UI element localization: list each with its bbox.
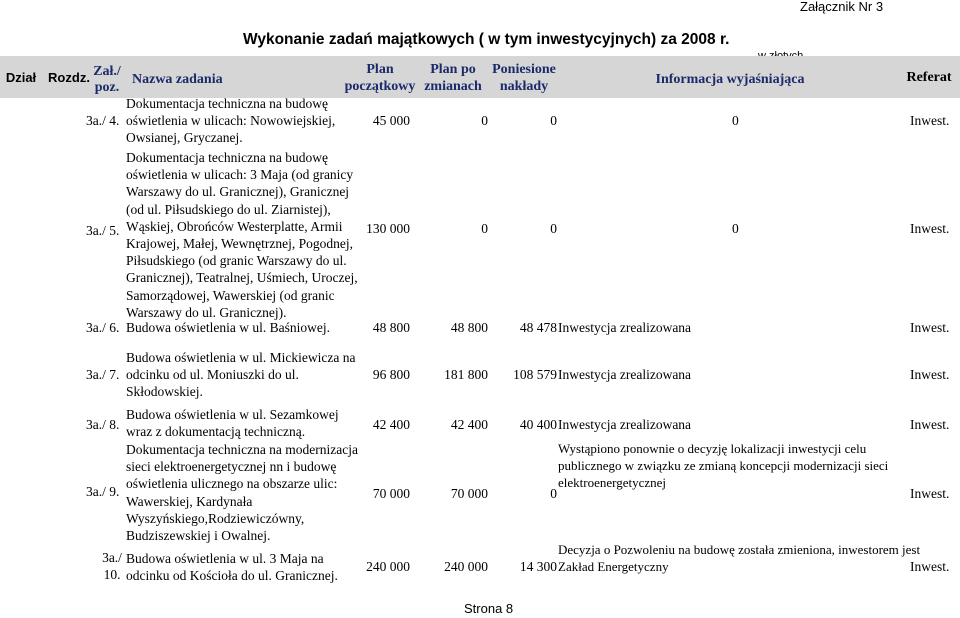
header-rozdz: Rozdz. <box>48 70 90 85</box>
row-4-info: 0 <box>732 113 739 128</box>
name-line: Wąskiej, Obrońców Westerplatte, Armii <box>126 218 343 234</box>
row-7-planpo: 181 800 <box>444 367 488 382</box>
row-5-name <box>126 149 358 321</box>
row-7-plan: 96 800 <box>372 367 410 382</box>
header-plan-line2: początkowy <box>344 79 416 94</box>
row-9-poz: 3a./ 9. <box>86 484 120 499</box>
name-line: Budowa oświetlenia w ul. 3 Maja na <box>126 551 324 566</box>
poz-line: 3a./ <box>102 550 122 565</box>
row-10-plan: 240 000 <box>366 559 410 574</box>
header-poniesione-line2: nakłady <box>499 79 549 94</box>
header-zal-line2: poz. <box>94 80 120 95</box>
row-7-referat: Inwest. <box>910 367 950 382</box>
info-line: Decyzja o Pozwoleniu na budowę została zmieniona, inwestorem jest <box>558 542 921 557</box>
name-line: Skłodowskiej. <box>126 384 203 400</box>
header-nazwa: Nazwa zadania <box>132 72 223 87</box>
row-4-referat: Inwest. <box>910 113 950 128</box>
row-5-poz: 3a./ 5. <box>86 223 120 238</box>
name-line: Budowa oświetlenia w ul. Mickiewicza na <box>126 350 356 365</box>
name-line: Krajowej, Małej, Wewnętrznej, Pogodnej, <box>126 236 353 252</box>
row-9-name <box>126 441 358 544</box>
row-6-referat: Inwest. <box>910 320 950 335</box>
info-line: elektroenergetycznej <box>558 475 667 490</box>
header-planpo-line2: zmianach <box>424 79 482 94</box>
header-dzial: Dział <box>5 70 37 85</box>
header-planpo-line1: Plan po <box>430 62 476 77</box>
row-8-info: Inwestycja zrealizowana <box>558 417 692 432</box>
name-line: Dokumentacja techniczna na budowę <box>126 150 329 165</box>
header-referat: Referat <box>906 70 952 85</box>
name-line: odcinku od ul. Moniuszki do ul. <box>126 367 299 383</box>
row-9-planpo: 70 000 <box>450 486 488 501</box>
row-5-poniesione: 0 <box>550 221 557 236</box>
row-6-poniesione: 48 478 <box>519 320 557 335</box>
name-line: sieci elektroenergetycznej nn i budowę <box>126 459 337 475</box>
header-info: Informacja wyjaśniająca <box>655 72 805 87</box>
name-line: Wawerskiej, Kardynała <box>126 493 253 509</box>
row-5-planpo: 0 <box>481 221 488 236</box>
row-7-info: Inwestycja zrealizowana <box>558 367 692 382</box>
info-line: Wystąpiono ponownie o decyzję lokalizacji inwestycji celu <box>558 441 867 456</box>
row-7-poz: 3a./ 7. <box>86 367 120 382</box>
row-4-plan: 45 000 <box>372 113 410 128</box>
name-line: (od ul. Piłsudskiego do ul. Ziarnistej), <box>126 201 331 217</box>
name-line: Dokumentacja techniczna na budowę <box>126 96 329 111</box>
name-line: wraz z dokumentacją techniczną. <box>126 424 306 440</box>
row-5-plan: 130 000 <box>366 221 410 236</box>
header-plan-line1: Plan <box>366 62 394 77</box>
annex-label: Załącznik Nr 3 <box>800 0 884 14</box>
row-8-name <box>126 406 339 440</box>
row-5-referat: Inwest. <box>910 221 950 236</box>
name-line: Piłsudskiego (od granic Warszawy do ul. <box>126 253 347 269</box>
row-10-info <box>558 541 920 575</box>
row-7-name <box>126 349 355 401</box>
row-9-info <box>558 440 888 491</box>
row-10-planpo: 240 000 <box>444 559 488 574</box>
row-9-poniesione: 0 <box>550 486 557 501</box>
name-line: Budowa oświetlenia w ul. Sezamkowej <box>126 407 339 422</box>
row-9-plan: 70 000 <box>372 486 410 501</box>
name-line: oświetlenia w ulicach: 3 Maja (od granicy <box>126 167 354 183</box>
row-10-name <box>126 550 338 584</box>
header-zal-line1: Zał./ <box>93 64 121 79</box>
row-8-planpo: 42 400 <box>450 417 488 432</box>
name-line: Granicznej), Teatralnej, Uśmiech, Uroczej, <box>126 270 358 286</box>
row-8-referat: Inwest. <box>910 417 950 432</box>
poz-line: 10. <box>103 567 121 583</box>
name-line: Budowa oświetlenia w ul. Baśniowej. <box>126 320 330 335</box>
row-10-poz <box>101 549 123 583</box>
row-5-info: 0 <box>732 221 739 236</box>
row-4-planpo: 0 <box>481 113 488 128</box>
name-line: Dokumentacja techniczna na modernizacja <box>126 442 359 457</box>
name-line: Owsianej, Gryczanej. <box>126 130 243 146</box>
row-6-poz: 3a./ 6. <box>86 320 120 335</box>
row-8-plan: 42 400 <box>372 417 410 432</box>
page-title: Wykonanie zadań majątkowych ( w tym inwestycyjnych) za 2008 r. <box>243 31 730 48</box>
row-9-referat: Inwest. <box>910 486 950 501</box>
row-4-poniesione: 0 <box>550 113 557 128</box>
name-line: Budziszewskiej i Owalnej. <box>126 528 271 544</box>
info-line: publicznego w związku ze zmianą koncepcji modernizacji sieci <box>558 458 889 473</box>
name-line: Wyszyńskiego,Rodziewiczówny, <box>126 510 305 526</box>
row-6-name <box>126 319 330 336</box>
name-line: oświetlenia ulicznego na obszarze ulic: <box>126 476 338 492</box>
row-7-poniesione: 108 579 <box>513 367 557 382</box>
row-10-poniesione: 14 300 <box>519 559 557 574</box>
row-6-plan: 48 800 <box>372 320 410 335</box>
row-8-poniesione: 40 400 <box>519 417 557 432</box>
row-4-poz: 3a./ 4. <box>86 113 120 128</box>
row-8-poz: 3a./ 8. <box>86 417 120 432</box>
name-line: Warszawy do ul. Granicznej). <box>126 304 287 320</box>
row-6-planpo: 48 800 <box>450 320 488 335</box>
row-6-info: Inwestycja zrealizowana <box>558 320 692 335</box>
name-line: oświetlenia w ulicach: Nowowiejskiej, <box>126 113 336 129</box>
name-line: Samorządowej, Wawerskiej (od granic <box>126 287 335 303</box>
name-line: Warszawy do ul. Granicznej), Granicznej <box>126 184 350 200</box>
info-line: Zakład Energetyczny <box>558 559 669 574</box>
row-4-name <box>126 95 335 147</box>
page-number: Strona 8 <box>464 601 514 616</box>
header-poniesione-line1: Poniesione <box>492 62 556 77</box>
row-10-referat: Inwest. <box>910 559 950 574</box>
name-line: odcinku od Kościoła do ul. Granicznej. <box>126 568 338 584</box>
